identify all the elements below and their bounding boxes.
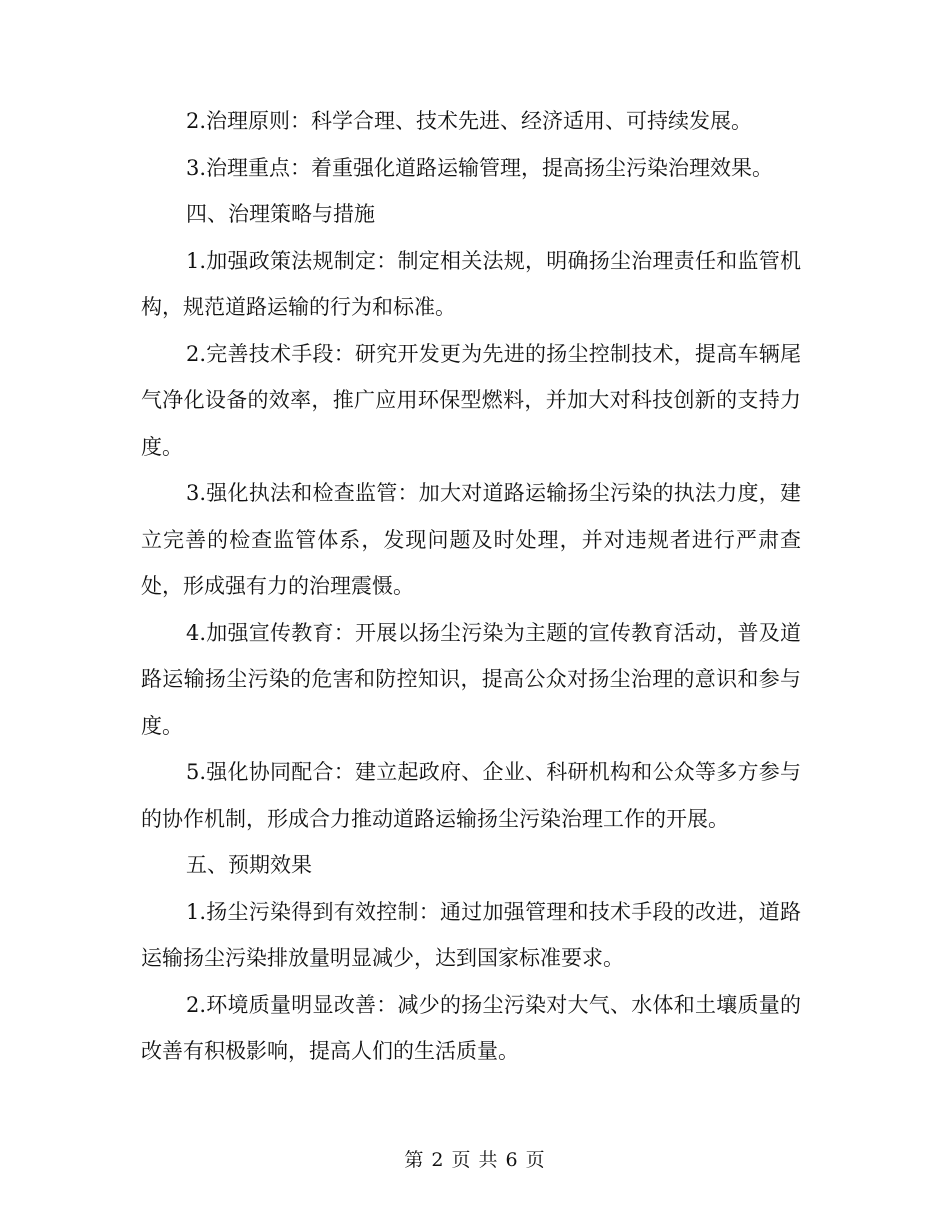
paragraph-environment-quality: 2.环境质量明显改善：减少的扬尘污染对大气、水体和土壤质量的改善有积极影响，提高人们的生活质量。 — [141, 992, 801, 1063]
paragraph-dust-control: 1.扬尘污染得到有效控制：通过加强管理和技术手段的改进，道路运输扬尘污染排放量明显减少，达到国家标准要求。 — [141, 899, 801, 970]
page-number-footer: 第 2 页 共 6 页 — [404, 1149, 546, 1171]
section-heading-strategies: 四、治理策略与措施 — [186, 202, 375, 226]
paragraph-coordination: 5.强化协同配合：建立起政府、企业、科研机构和公众等多方参与的协作机制，形成合力推动道路运输扬尘污染治理工作的开展。 — [141, 760, 801, 831]
paragraph-enforcement: 3.强化执法和检查监管：加大对道路运输扬尘污染的执法力度，建立完善的检查监管体系，发现问题及时处理，并对违规者进行严肃查处，形成强有力的治理震慑。 — [141, 481, 801, 598]
paragraph-technology: 2.完善技术手段：研究开发更为先进的扬尘控制技术，提高车辆尾气净化设备的效率，推广应用环保型燃料，并加大对科技创新的支持力度。 — [141, 341, 801, 459]
paragraph-policy: 1.加强政策法规制定：制定相关法规，明确扬尘治理责任和监管机构，规范道路运输的行为和标准。 — [141, 248, 801, 319]
section-heading-expected-results: 五、预期效果 — [186, 853, 312, 877]
paragraph-focus: 3.治理重点：着重强化道路运输管理，提高扬尘污染治理效果。 — [186, 155, 774, 180]
paragraph-principles: 2.治理原则：科学合理、技术先进、经济适用、可持续发展。 — [186, 109, 753, 133]
document-body — [141, 98, 801, 1075]
paragraph-education: 4.加强宣传教育：开展以扬尘污染为主题的宣传教育活动，普及道路运输扬尘污染的危害和防控知识，提高公众对扬尘治理的意识和参与度。 — [141, 620, 801, 738]
